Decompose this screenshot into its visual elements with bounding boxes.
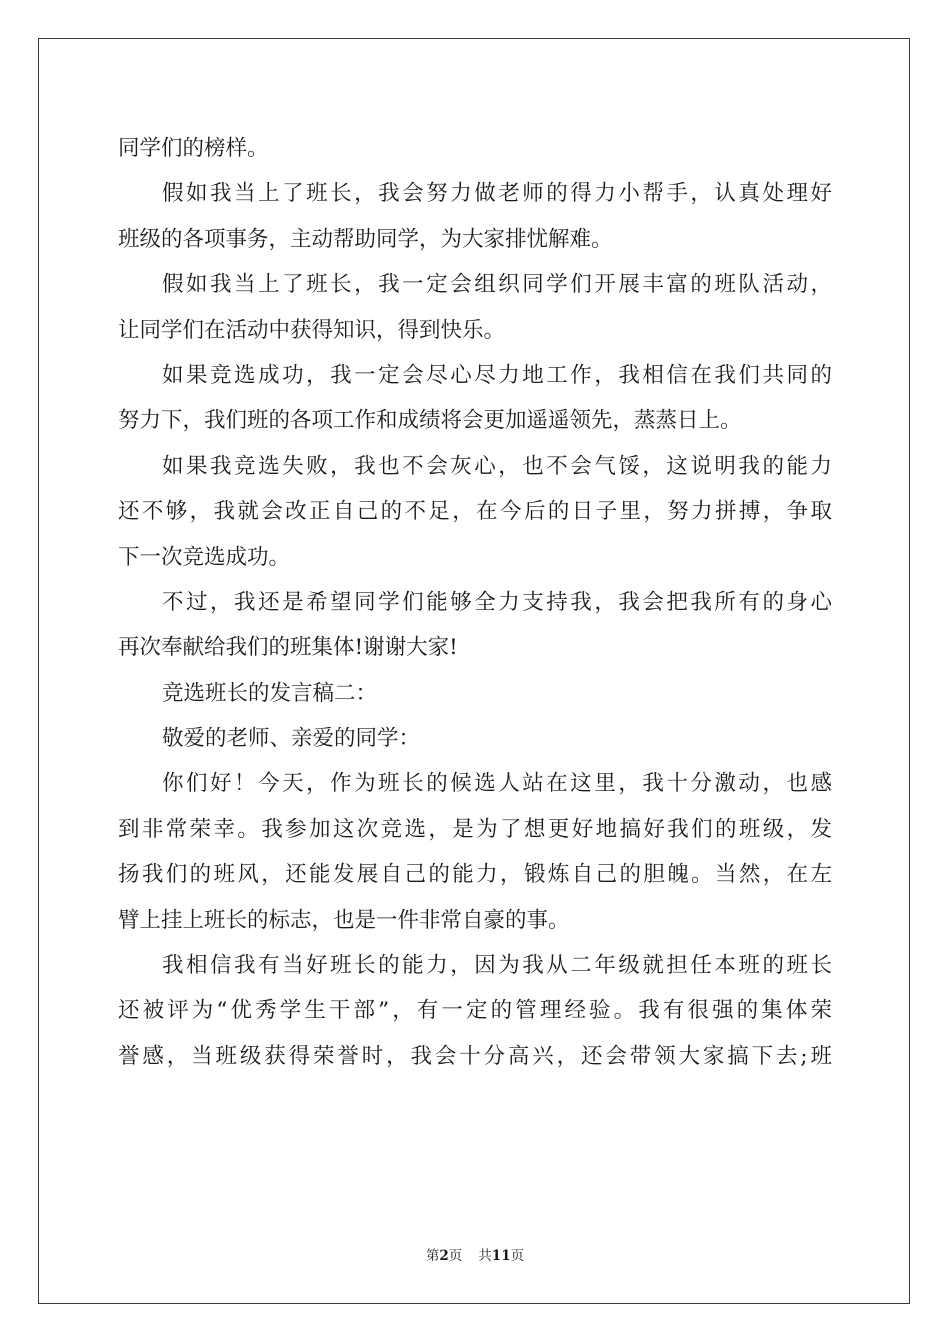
text-line: 假如我当上了班长，我一定会组织同学们开展丰富的班队活动， (162, 272, 832, 298)
text-line: 不过，我还是希望同学们能够全力支持我，我会把我所有的身心 (162, 589, 832, 615)
text-line: 敬爱的老师、亲爱的同学： (162, 726, 421, 752)
total-suffix: 页 (510, 1248, 525, 1264)
document-body (118, 126, 832, 1079)
text-line: 再次奉献给我们的班集体!谢谢大家! (118, 635, 458, 661)
total-pages: 11 (491, 1248, 511, 1264)
text-line: 扬我们的班风，还能发展自己的能力，锻炼自己的胆魄。当然，在左 (118, 862, 832, 888)
page-suffix: 页 (448, 1248, 463, 1264)
text-line: 如果我竞选失败，我也不会灰心，也不会气馁，这说明我的能力 (162, 453, 832, 479)
text-line: 臂上挂上班长的标志，也是一件非常自豪的事。 (118, 907, 570, 933)
text-line: 我相信我有当好班长的能力，因为我从二年级就担任本班的班长 (162, 953, 832, 979)
text-line: 下一次竞选成功。 (118, 544, 291, 570)
text-line: 同学们的榜样。 (118, 136, 269, 161)
text-line: 努力下，我们班的各项工作和成绩将会更加遥遥领先，蒸蒸日上。 (118, 408, 742, 434)
page-prefix: 第 (425, 1248, 440, 1264)
text-line: 班级的各项事务，主动帮助同学，为大家排忧解难。 (118, 226, 613, 252)
text-line: 竞选班长的发言稿二： (162, 680, 378, 706)
text-line: 还被评为“优秀学生干部”，有一定的管理经验。我有很强的集体荣 (118, 998, 832, 1024)
total-prefix: 共 (478, 1248, 492, 1264)
page-footer (0, 1244, 950, 1264)
text-line: 假如我当上了班长，我会努力做老师的得力小帮手，认真处理好 (162, 181, 832, 207)
page-number: 2 (439, 1248, 449, 1264)
text-line: 让同学们在活动中获得知识，得到快乐。 (118, 317, 506, 343)
text-line: 你们好！今天，作为班长的候选人站在这里，我十分激动，也感 (162, 771, 832, 797)
text-line: 还不够，我就会改正自己的不足，在今后的日子里，努力拼搏，争取 (118, 499, 832, 525)
text-line: 到非常荣幸。我参加这次竞选，是为了想更好地搞好我们的班级，发 (118, 816, 832, 842)
text-line: 誉感，当班级获得荣誉时，我会十分高兴，还会带领大家搞下去;班 (118, 1043, 832, 1069)
text-line: 如果竞选成功，我一定会尽心尽力地工作，我相信在我们共同的 (162, 362, 832, 388)
